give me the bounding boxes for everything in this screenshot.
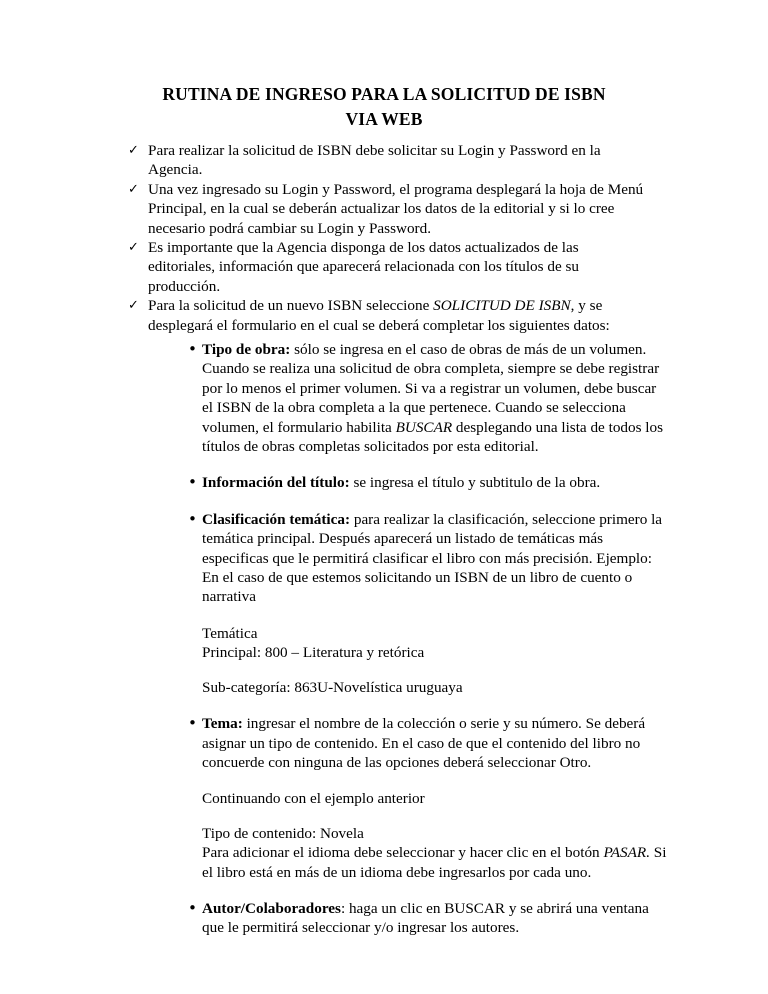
list-item-body-1: se ingresa el título y subtitulo de la obra.	[349, 474, 601, 492]
list-item	[126, 180, 646, 238]
bullet-icon: •	[188, 340, 197, 358]
bullet-block-autor-colaboradores	[188, 899, 670, 938]
bullet-icon: •	[188, 898, 197, 917]
list-item-text	[202, 510, 670, 607]
example-contenido-block	[202, 789, 670, 882]
list-item-body-1: sólo se ingresa en el caso de obras de más de un volumen. Cuando se realiza una solicitud de obra completa, siempre se debe registrar por lo menos el primer volumen. Si va a registrar un volumen, debe buscar el ISBN de la obra completa a la que pertenece. Cuando se selecciona volumen, el formulario habilita	[202, 341, 660, 436]
spacer	[202, 663, 670, 678]
bullet-block-tema	[188, 714, 670, 772]
list-item	[126, 296, 646, 335]
list-item-body-1: para realizar la clasificación, seleccione primero la temática principal. Después aparecerá un listado de temáticas más especificas que le permitirá clasificar el libro con más precisión. Ejemplo: En el caso de que estemos solicitando un ISBN de un libro de cuento o narrativa	[202, 510, 663, 606]
page-title	[100, 82, 668, 132]
list-item-text	[202, 340, 670, 456]
bullet-block-informacion-del-titulo	[188, 473, 670, 492]
list-item	[126, 238, 646, 296]
page-title-line-1: RUTINA DE INGRESO PARA LA SOLICITUD DE ISBN	[162, 84, 606, 104]
list-item-term: Clasificación temática:	[202, 510, 351, 528]
emphasis-pasar: PASAR.	[603, 844, 650, 862]
example-tematica-line-2: Principal: 800 – Literatura y retórica	[202, 644, 425, 662]
example-tematica-line-1: Temática	[202, 624, 258, 642]
example-contenido-line-2: Tipo de contenido: Novela	[202, 824, 364, 842]
spacer	[202, 809, 670, 824]
example-tematica-block	[202, 624, 670, 697]
bullet-icon: •	[188, 509, 197, 528]
list-item-text-prefix: Para la solicitud de un nuevo ISBN seleccione	[148, 297, 434, 315]
list-item-text: Una vez ingresado su Login y Password, el programa desplegará la hoja de Menú Principal, en la cual se deberán actualizar los datos de la editorial y si lo cree necesario podrá cambiar su Login y Password.	[148, 180, 644, 237]
example-tematica-line-3: Sub-categoría: 863U-Novelística uruguaya	[202, 678, 463, 696]
check-icon: ✓	[128, 298, 139, 314]
example-contenido-line-3-prefix: Para adicionar el idioma debe seleccionar y hacer clic en el botón	[202, 844, 604, 862]
list-item-body: ingresar el nombre de la colección o serie y su número. Se deberá asignar un tipo de contenido. En el caso de que el contenido del libro no concuerde con ninguna de las opciones deberá seleccionar Otro.	[202, 715, 646, 771]
bullet-icon: •	[188, 473, 197, 492]
example-contenido-line-3	[202, 843, 670, 882]
list-item	[188, 510, 670, 607]
list-item-text: Es importante que la Agencia disponga de los datos actualizados de las editoriales, información que aparecerá relacionada con los títulos de su producción.	[148, 239, 579, 295]
list-item	[188, 473, 670, 492]
example-contenido-line-1: Continuando con el ejemplo anterior	[202, 790, 425, 808]
check-icon: ✓	[128, 143, 139, 158]
list-item	[188, 899, 670, 938]
page-title-line-2: VIA WEB	[345, 109, 423, 129]
list-item-text	[202, 473, 670, 492]
bullet-block-tipo-de-obra	[188, 340, 670, 456]
list-item	[188, 714, 670, 772]
bullet-icon: •	[188, 714, 197, 733]
bullet-list	[188, 340, 670, 955]
list-item-term: Información del título:	[202, 474, 350, 492]
list-item-text	[148, 296, 646, 335]
list-item-text-suffix: , y se desplegará el formulario en el cual se deberá completar los siguientes datos:	[148, 297, 610, 334]
list-item	[188, 340, 670, 456]
example-contenido-line-3-suffix: Si el libro está en más de un idioma debe ingresarlos por cada uno.	[202, 844, 667, 881]
list-item-term: Tema:	[202, 715, 243, 733]
bullet-block-clasificacion-tematica	[188, 510, 670, 607]
list-item-text: Para realizar la solicitud de ISBN debe solicitar su Login y Password en la Agencia.	[148, 142, 601, 179]
check-icon: ✓	[128, 240, 139, 256]
emphasis-buscar: BUSCAR	[395, 418, 453, 436]
list-item-text	[202, 899, 670, 938]
emphasis-solicitud-de-isbn: SOLICITUD DE ISBN	[433, 297, 571, 315]
list-item-text	[202, 714, 670, 772]
list-item	[126, 141, 646, 180]
list-item-body: : haga un clic en BUSCAR y se abrirá una ventana que le permitirá seleccionar y/o ingresar los autores.	[202, 899, 649, 937]
list-item-term: Tipo de obra:	[202, 341, 291, 358]
list-item-body-2: desplegando una lista de todos los títulos de obras completas solicitados por esta editorial.	[202, 418, 664, 456]
list-item-term: Autor/Colaboradores	[202, 899, 341, 917]
checkmark-list	[126, 141, 646, 335]
check-icon: ✓	[128, 181, 139, 197]
